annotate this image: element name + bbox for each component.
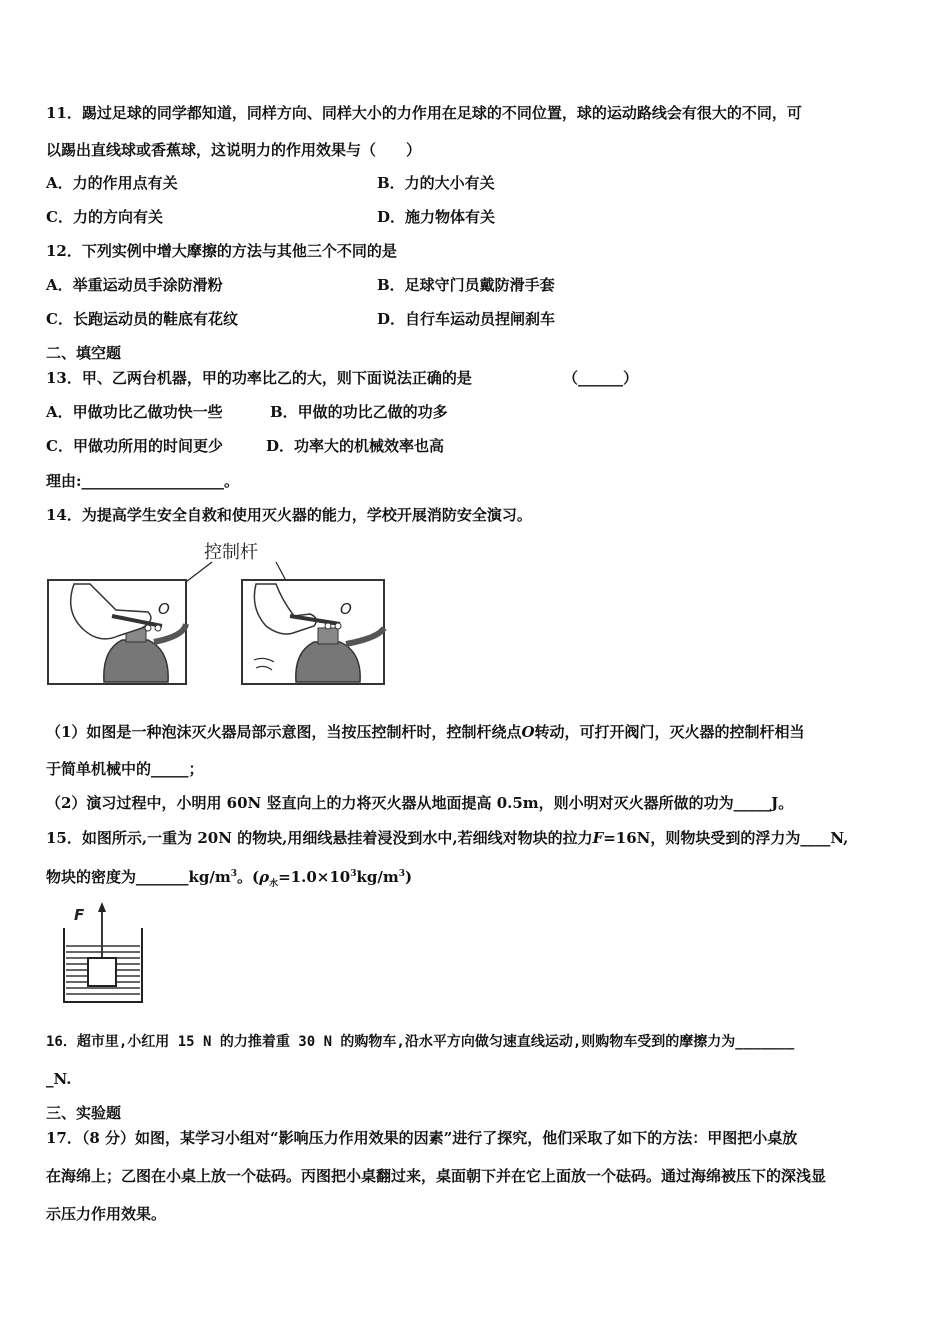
q14-stem: 14．为提高学生安全自救和使用灭火器的能力，学校开展消防安全演习。 (46, 506, 532, 524)
q14-subquestion-1-line2: 于简单机械中的_____； (46, 760, 204, 778)
q17-stem-line3: 示压力作用效果。 (46, 1205, 167, 1223)
q13-stem: 13．甲、乙两台机器，甲的功率比乙的大，则下面说法正确的是 (46, 369, 472, 387)
control-lever-label: 控制杆 (204, 542, 258, 563)
q13-reason: 理由:___________________。 (46, 472, 240, 490)
q14-subquestion-1-line1: （1）如图是一种泡沫灭火器局部示意图，当按压控制杆时，控制杆绕点O转动，可打开阀门，灭火器的控制杆相当 (46, 723, 805, 741)
q11-option-c: C．力的方向有关 (46, 208, 163, 226)
fire-extinguisher-figure (44, 532, 394, 690)
section-fill-in-heading: 二、填空题 (46, 344, 122, 362)
q14-subquestion-2: （2）演习过程中，小明用 60N 竖直向上的力将灭火器从地面提高 0.5m，则小明对灭火器所做的功为_____J。 (46, 794, 794, 812)
q15-stem-line1: 15．如图所示,一重为 20N 的物块,用细线悬挂着浸没到水中,若细线对物块的拉力F=16N，则物块受到的浮力为____N, (46, 829, 849, 847)
right-panel (242, 580, 384, 684)
force-f-label: F (74, 906, 85, 924)
q13-option-d: D．功率大的机械效率也高 (266, 437, 445, 455)
q12-option-c: C．长跑运动员的鞋底有花纹 (46, 310, 238, 328)
q12-stem: 12．下列实例中增大摩擦的方法与其他三个不同的是 (46, 242, 397, 260)
q16-stem-line2: _N. (46, 1070, 72, 1088)
left-panel (48, 580, 186, 684)
q16-stem-line1: 16．超市里,小红用 15 N 的力推着重 30 N 的购物车,沿水平方向做匀速直线运动,则购物车受到的摩擦力为_______ (46, 1034, 795, 1050)
q13-option-a: A．甲做功比乙做功快一些 (46, 403, 223, 421)
q12-option-d: D．自行车运动员捏闸刹车 (377, 310, 556, 328)
section-experiment-heading: 三、实验题 (46, 1104, 122, 1122)
q11-option-a: A．力的作用点有关 (46, 174, 178, 192)
q11-option-b: B．力的大小有关 (377, 174, 495, 192)
pivot-o-right: O (340, 600, 352, 618)
q17-stem-line1: 17．（8 分）如图，某学习小组对“影响压力作用效果的因素”进行了探究，他们采取了如下的方法：甲图把小桌放 (46, 1129, 798, 1147)
q13-option-b: B．甲做的功比乙做的功多 (270, 403, 448, 421)
q11-option-d: D．施力物体有关 (377, 208, 496, 226)
q12-option-b: B．足球守门员戴防滑手套 (377, 276, 555, 294)
q13-option-c: C．甲做功所用的时间更少 (46, 437, 223, 455)
buoyancy-figure (58, 900, 148, 1010)
q12-option-a: A．举重运动员手涂防滑粉 (46, 276, 223, 294)
q11-stem-line1: 11．踢过足球的同学都知道，同样方向、同样大小的力作用在足球的不同位置，球的运动路线会有很大的不同，可 (46, 104, 802, 122)
pivot-o-left: O (158, 600, 170, 618)
q15-stem-line2: 物块的密度为$\_\_\_\_\_\_\_kg/m^3$。$(\rho_水=1.0\times 10^3kg/m^3)$ (46, 868, 413, 889)
q11-stem-line2: 以踢出直线球或香蕉球，这说明力的作用效果与（ ） (46, 141, 422, 159)
q17-stem-line2: 在海绵上；乙图在小桌上放一个砝码。丙图把小桌翻过来，桌面朝下并在它上面放一个砝码。通过海绵被压下的深浅显 (46, 1167, 827, 1185)
q13-answer-blank: （______） (563, 369, 639, 387)
